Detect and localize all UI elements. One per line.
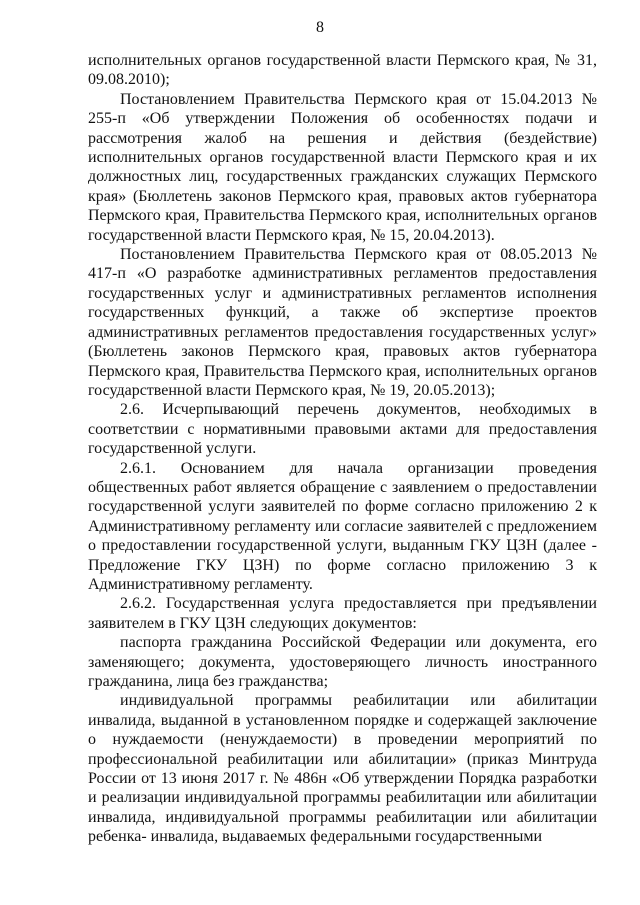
paragraph-section-2-6: 2.6. Исчерпывающий перечень документов, необходимых в соответствии с нормативными правовыми актами для предоставления государственной услуги.	[88, 401, 597, 458]
paragraph-continuation: исполнительных органов государственной власти Пермского края, № 31, 09.08.2010);	[88, 52, 597, 89]
paragraph-passport-item: паспорта гражданина Российской Федерации или документа, его заменяющего; документа, удостоверяющего личность иностранного гражданина, лица без гражданства;	[88, 634, 597, 690]
paragraph-section-2-6-2: 2.6.2. Государственная услуга предоставляется при предъявлении заявителем в ГКУ ЦЗН следующих документов:	[88, 595, 597, 632]
paragraph-resolution-255p: Постановлением Правительства Пермского края от 15.04.2013 № 255-п «Об утверждении Положения об особенностях подачи и рассмотрения жалоб на решения и действия (бездействие) исполнительных органов государственной власти Пермского края и их должностных лиц, государственных гражданских служащих Пермского края» (Бюллетень законов Пермского края, правовых актов губернатора Пермского края, Правительства Пермского края, исполнительных органов государственной власти Пермского края, № 15, 20.04.2013).	[88, 90, 597, 244]
page-number: 8	[316, 19, 324, 36]
paragraph-section-2-6-1: 2.6.1. Основанием для начала организации проведения общественных работ является обращение с заявлением о предоставлении государственной услуги заявителей по форме согласно приложению 2 к Административному регламенту или согласие заявителей с предложением о предоставлении государственной услуги, выданным ГКУ ЦЗН (далее - Предложение ГКУ ЦЗН) по форме согласно приложению 3 к Административному регламенту.	[88, 459, 597, 593]
paragraph-rehabilitation-item: индивидуальной программы реабилитации или абилитации инвалида, выданной в установленном порядке и содержащей заключение о нуждаемости (ненуждаемости) в проведении мероприятий по профессиональной реабилитации или абилитации» (приказ Минтруда России от 13 июня 2017 г. № 486н «Об утверждении Порядка разработки и реализации индивидуальной программы реабилитации или абилитации инвалида, индивидуальной программы реабилитации или абилитации ребенка- инвалида, выдаваемых федеральными государственными	[88, 692, 597, 846]
document-body	[88, 51, 597, 847]
paragraph-resolution-417p: Постановлением Правительства Пермского края от 08.05.2013 № 417-п «О разработке административных регламентов предоставления государственных услуг и административных регламентов исполнения государственных функций, а также об экспертизе проектов административных регламентов предоставления государственных услуг» (Бюллетень законов Пермского края, правовых актов губернатора Пермского края, Правительства Пермского края, исполнительных органов государственной власти Пермского края, № 19, 20.05.2013);	[88, 246, 597, 399]
